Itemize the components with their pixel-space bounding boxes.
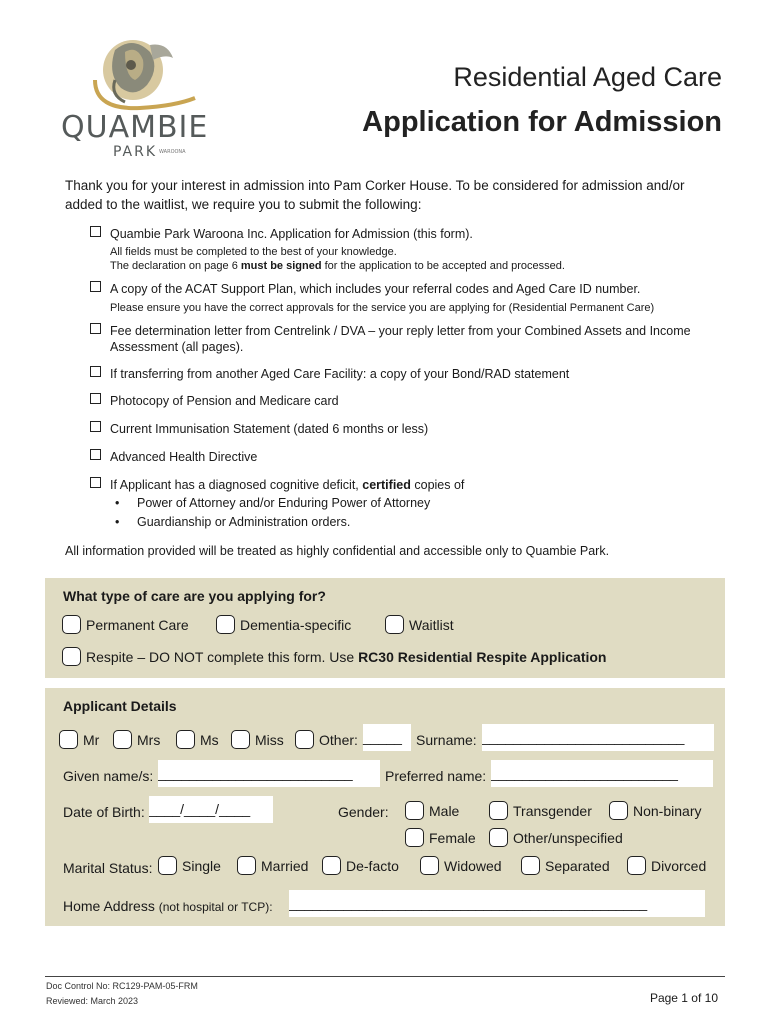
option-ms[interactable]: Ms [176,730,219,749]
logo-emblem-icon [55,30,215,115]
logo-waroona-text: WAROONA [159,149,186,155]
option-non-binary[interactable]: Non-binary [609,801,701,820]
checkbox[interactable] [90,421,101,432]
checkbox[interactable] [489,801,508,820]
checkbox[interactable] [420,856,439,875]
checkbox[interactable] [90,323,101,334]
reviewed-date: Reviewed: March 2023 [46,996,139,1006]
option-mr[interactable]: Mr [59,730,99,749]
checkbox[interactable] [295,730,314,749]
checkbox[interactable] [90,366,101,377]
other-title-field[interactable]: _____ [363,724,411,751]
checklist-item-application-form[interactable]: Quambie Park Waroona Inc. Application for Admission (this form). [90,224,730,240]
list-item: • Power of Attorney and/or Enduring Power of Attorney [115,496,431,510]
surname-label: Surname: [416,732,477,748]
option-widowed[interactable]: Widowed [420,856,502,875]
checklist-note: All fields must be completed to the best of your knowledge. [110,246,397,258]
applicant-details-panel [45,688,725,926]
checkbox[interactable] [521,856,540,875]
checklist-note-declaration: The declaration on page 6 must be signed for the application to be accepted and processed. [110,260,565,272]
checkbox[interactable] [158,856,177,875]
gender-label: Gender: [338,804,389,820]
option-male[interactable]: Male [405,801,459,820]
logo-wordmark: QUAMBIE [61,110,209,145]
given-names-field[interactable]: _________________________ [158,760,380,787]
checkbox[interactable] [489,828,508,847]
option-female[interactable]: Female [405,828,476,847]
footer-divider [45,976,725,977]
checkbox[interactable] [405,828,424,847]
option-waitlist[interactable]: Waitlist [385,615,454,634]
option-respite[interactable]: Respite – DO NOT complete this form. Use RC30 Residential Respite Application [62,647,607,666]
option-mrs[interactable]: Mrs [113,730,160,749]
checkbox[interactable] [627,856,646,875]
option-married[interactable]: Married [237,856,308,875]
checklist-item-cognitive[interactable]: If Applicant has a diagnosed cognitive deficit, certified copies of [90,475,730,491]
option-other-unspecified[interactable]: Other/unspecified [489,828,623,847]
checkbox[interactable] [90,393,101,404]
checkbox[interactable] [216,615,235,634]
checkbox[interactable] [609,801,628,820]
checkbox[interactable] [90,449,101,460]
page-number: Page 1 of 10 [649,991,718,1005]
checkbox[interactable] [113,730,132,749]
marital-status-label: Marital Status: [63,860,153,876]
preferred-name-label: Preferred name: [385,768,487,784]
option-divorced[interactable]: Divorced [627,856,706,875]
checkbox[interactable] [176,730,195,749]
checkbox[interactable] [231,730,250,749]
preferred-name-field[interactable]: ________________________ [491,760,713,787]
checkbox[interactable] [59,730,78,749]
checklist-note: Please ensure you have the correct approvals for the service you are applying for (Residential Permanent Care) [110,302,655,314]
option-other[interactable]: Other: [295,730,358,749]
care-type-panel [45,578,725,678]
checkbox[interactable] [405,801,424,820]
checkbox[interactable] [62,647,81,666]
home-address-field[interactable]: ______________________________________________ [289,890,705,917]
option-dementia-specific[interactable]: Dementia-specific [216,615,351,634]
quambie-park-logo [55,30,215,160]
option-separated[interactable]: Separated [521,856,610,875]
checklist-item-pension[interactable]: Photocopy of Pension and Medicare card [90,391,730,407]
checkbox[interactable] [385,615,404,634]
dob-field[interactable]: ____/____/____ [149,796,273,823]
dob-label: Date of Birth: [63,804,145,820]
checkbox[interactable] [62,615,81,634]
form-subtitle: Application for Admission [362,106,722,138]
doc-control-number: Doc Control No: RC129-PAM-05-FRM [46,981,198,991]
applicant-details-title: Applicant Details [63,698,177,714]
option-miss[interactable]: Miss [231,730,284,749]
checklist-item-immunisation[interactable]: Current Immunisation Statement (dated 6 months or less) [90,419,730,435]
checklist-item-fee-letter[interactable]: Fee determination letter from Centrelink / DVA – your reply letter from your Combined Assets and Income Assessment (all pages). [90,321,730,337]
given-names-label: Given name/s: [63,768,154,784]
logo-park-text: PARK [113,144,158,160]
list-item: • Guardianship or Administration orders. [115,515,351,529]
option-single[interactable]: Single [158,856,221,875]
checklist-item-bond-rad[interactable]: If transferring from another Aged Care Facility: a copy of your Bond/RAD statement [90,364,730,380]
checklist-item-acat[interactable]: A copy of the ACAT Support Plan, which includes your referral codes and Aged Care ID number. [90,279,730,295]
checkbox[interactable] [90,477,101,488]
option-de-facto[interactable]: De-facto [322,856,399,875]
checklist-item-health-directive[interactable]: Advanced Health Directive [90,447,730,463]
checkbox[interactable] [322,856,341,875]
checkbox[interactable] [237,856,256,875]
option-transgender[interactable]: Transgender [489,801,592,820]
care-type-title: What type of care are you applying for? [63,588,326,604]
home-address-label: Home Address (not hospital or TCP): [63,898,273,914]
checkbox[interactable] [90,226,101,237]
intro-paragraph: Thank you for your interest in admission into Pam Corker House. To be considered for admission and/or added to the waitlist, we require you to submit the following: [65,178,685,212]
option-permanent-care[interactable]: Permanent Care [62,615,189,634]
form-title: Residential Aged Care [453,62,722,92]
surname-field[interactable]: __________________________ [482,724,714,751]
checkbox[interactable] [90,281,101,292]
confidentiality-note: All information provided will be treated as highly confidential and accessible only to Quambie Park. [65,544,610,558]
